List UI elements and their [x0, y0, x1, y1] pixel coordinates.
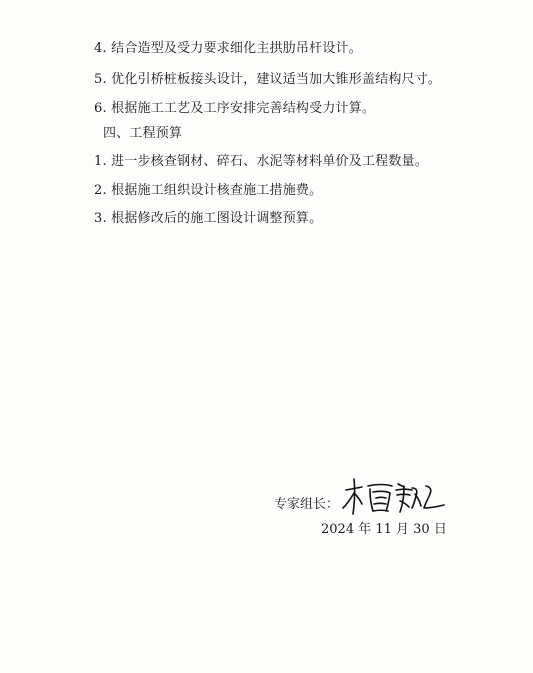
section-heading-budget: 四、工程预算	[103, 126, 183, 141]
item-6-text: 6. 根据施工工艺及工序安排完善结构受力计算。	[94, 101, 376, 116]
budget-item-1-text: 1. 进一步核查钢材、碎石、水泥等材料单价及工程数量。	[94, 154, 428, 169]
budget-item-2-text: 2. 根据施工组织设计核查施工措施费。	[94, 183, 323, 198]
item-4-text: 4. 结合造型及受力要求细化主拱肋吊杆设计。	[94, 41, 362, 56]
signature-date: 2024 年 11 月 30 日	[321, 522, 447, 537]
signature-label: 专家组长：	[274, 497, 340, 512]
handwritten-signature	[340, 474, 450, 522]
item-5-text: 5. 优化引桥桩板接头设计，建议适当加大锥形盖结构尺寸。	[94, 72, 442, 87]
budget-item-3-text: 3. 根据修改后的施工图设计调整预算。	[94, 211, 323, 226]
